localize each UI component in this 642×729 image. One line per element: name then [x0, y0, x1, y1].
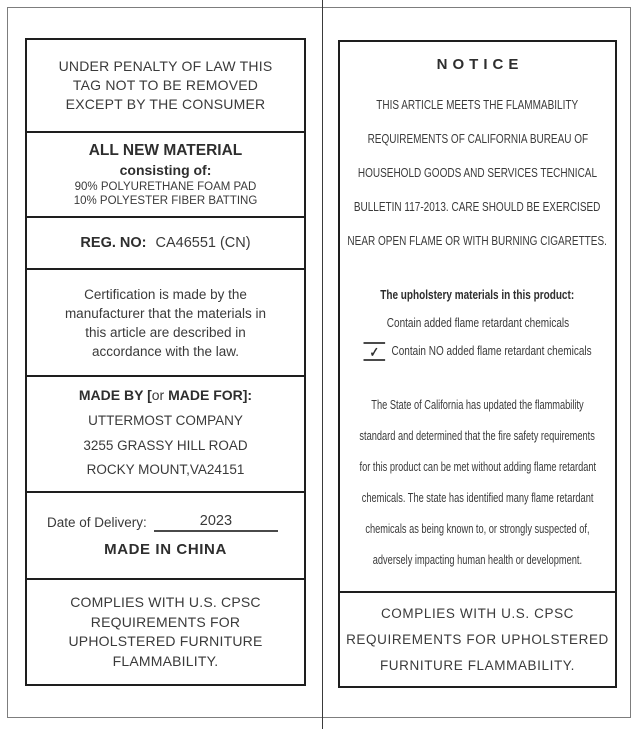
compliance-line: COMPLIES WITH U.S. CPSC	[380, 605, 575, 621]
flammability-paragraph	[315, 88, 639, 258]
certification-section	[27, 270, 304, 377]
certification-line: Certification is made by the	[84, 286, 247, 302]
state-line: standard and determined that the fire safety requirements	[359, 428, 596, 443]
manufacturer-heading-part: MADE BY [	[78, 387, 152, 404]
flammability-line: HOUSEHOLD GOODS AND SERVICES TECHNICAL	[357, 166, 598, 180]
state-line: chemicals as being known to, or strongly suspected of,	[365, 521, 590, 536]
compliance-line: REQUIREMENTS FOR	[90, 613, 241, 630]
material-content-line: 90% POLYURETHANE FOAM PAD	[74, 181, 257, 193]
delivery-date-row	[27, 513, 304, 532]
upholstery-materials-block	[335, 281, 620, 367]
compliance-line: COMPLIES WITH U.S. CPSC	[70, 594, 261, 610]
state-line: for this product can be met without adding flame retardant	[359, 459, 596, 474]
compliance-line: FLAMMABILITY.	[112, 652, 219, 669]
flammability-line: REQUIREMENTS OF CALIFORNIA BUREAU OF	[367, 132, 588, 146]
option-contain-no-added	[335, 337, 620, 367]
delivery-section	[27, 493, 304, 580]
delivery-date-label: Date of Delivery:	[47, 515, 147, 530]
flammability-line: THIS ARTICLE MEETS THE FLAMMABILITY	[376, 98, 579, 112]
notice-section	[340, 42, 615, 593]
option-checked-label: Contain NO added flame retardant chemicals	[391, 344, 592, 358]
upholstery-heading: The upholstery materials in this product:	[380, 288, 575, 302]
state-update-paragraph	[318, 390, 638, 576]
manufacturer-name: UTTERMOST COMPANY	[88, 413, 243, 429]
flammability-line: BULLETIN 117-2013. CARE SHOULD BE EXERCISED	[354, 200, 601, 214]
penalty-line: TAG NOT TO BE REMOVED	[72, 77, 259, 93]
compliance-line: UPHOLSTERED FURNITURE	[68, 633, 263, 649]
compliance-line: REQUIREMENTS FOR UPHOLSTERED	[346, 631, 609, 647]
material-section	[27, 133, 304, 218]
state-line: adversely impacting human health or development.	[372, 552, 583, 567]
manufacturer-heading-part: or	[151, 387, 165, 404]
left-label-panel	[25, 38, 306, 686]
manufacturer-heading-part: MADE FOR]:	[164, 387, 253, 404]
cpsc-compliance-section-right	[340, 593, 615, 686]
option-contain-added: Contain added flame retardant chemicals	[386, 316, 569, 330]
certification-line: accordance with the law.	[91, 343, 240, 359]
penalty-section	[27, 40, 304, 133]
check-icon: ✓	[369, 343, 379, 360]
manufacturer-heading	[79, 385, 252, 405]
cpsc-compliance-section	[27, 580, 304, 684]
registration-label: REG. NO:	[80, 235, 147, 251]
right-label-panel	[338, 40, 617, 688]
state-line: chemicals. The state has identified many flame retardant	[361, 490, 594, 505]
registration-section	[27, 218, 304, 270]
penalty-line: EXCEPT BY THE CONSUMER	[65, 96, 266, 112]
penalty-line: UNDER PENALTY OF LAW THIS	[58, 58, 273, 74]
manufacturer-street: 3255 GRASSY HILL ROAD	[83, 437, 248, 453]
certification-line: manufacturer that the materials in	[64, 305, 267, 321]
manufacturer-section	[27, 377, 304, 493]
material-content-line: 10% POLYESTER FIBER BATTING	[73, 195, 258, 207]
delivery-year-blank: 2023	[154, 513, 278, 532]
checked-checkbox	[363, 342, 385, 361]
certification-line: this article are described in	[85, 324, 246, 340]
material-title: ALL NEW MATERIAL	[88, 142, 243, 159]
notice-title: NOTICE	[436, 56, 524, 73]
compliance-line: FURNITURE FLAMMABILITY.	[379, 657, 576, 673]
material-subtitle: consisting of:	[119, 162, 212, 178]
state-line: The State of California has updated the flammability	[371, 397, 584, 412]
country-of-origin: MADE IN CHINA	[104, 541, 227, 558]
registration-number: CA46551 (CN)	[155, 235, 251, 251]
manufacturer-city: ROCKY MOUNT,VA24151	[86, 462, 245, 478]
manufacturer-address	[83, 409, 247, 483]
flammability-line: NEAR OPEN FLAME OR WITH BURNING CIGARETTES.	[347, 234, 608, 248]
